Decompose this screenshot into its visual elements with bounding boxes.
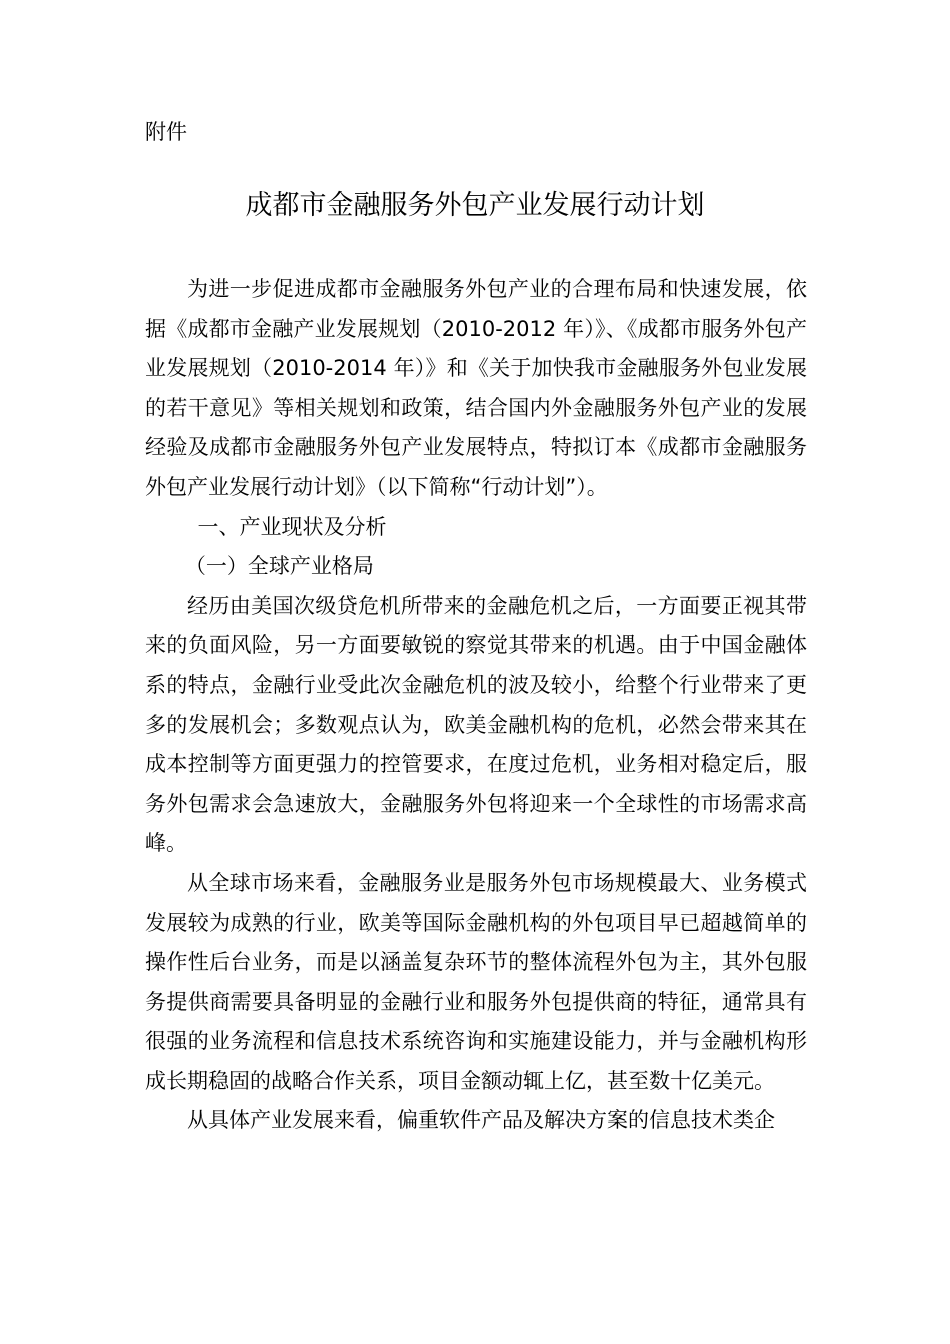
subsection-heading: （一）全球产业格局 [184,554,374,579]
body-paragraph: 从全球市场来看，金融服务业是服务外包市场规模最大、业务模式发展较为成熟的行业，欧美等国际金融机构的外包项目早已超越简单的操作性后台业务，而是以涵盖复杂环节的整体流程外包为主，其外包服务提供商需要具备明显的金融行业和服务外包提供商的特征，通常具有很强的业务流程和信息技术系统咨询和实施建设能力，并与金融机构形成长期稳固的战略合作关系，项目金额动辄上亿，甚至数十亿美元。 [145,870,807,1093]
body-paragraph: 从具体产业发展来看，偏重软件产品及解决方案的信息技术类企 [187,1108,775,1133]
body-paragraph: 经历由美国次级贷危机所带来的金融危机之后，一方面要正视其带来的负面风险，另一方面要敏锐的察觉其带来的机遇。由于中国金融体系的特点，金融行业受此次金融危机的波及较小，给整个行业带来了更多的发展机会；多数观点认为，欧美金融机构的危机，必然会带来其在成本控制等方面更强力的控管要求，在度过危机，业务相对稳定后，服务外包需求会急速放大，金融服务外包将迎来一个全球性的市场需求高峰。 [145,593,807,856]
attachment-label: 附件 [145,120,187,144]
document-body [145,270,807,1141]
intro-paragraph: 为进一步促进成都市金融服务外包产业的合理布局和快速发展，依据《成都市金融产业发展规划（2010-2012 年）》、《成都市服务外包产业发展规划（2010-2014 年）》和《关于加快我市金融服务外包业发展的若干意见》等相关规划和政策，结合国内外金融服务外包产业的发展经验及成都市金融服务外包产业发展特点，特拟订本《成都市金融服务外包产业发展行动计划》（以下简称“行动计划”）。 [145,277,807,499]
document-title: 成都市金融服务外包产业发展行动计划 [245,190,705,221]
section-heading: 一、产业现状及分析 [197,514,387,539]
